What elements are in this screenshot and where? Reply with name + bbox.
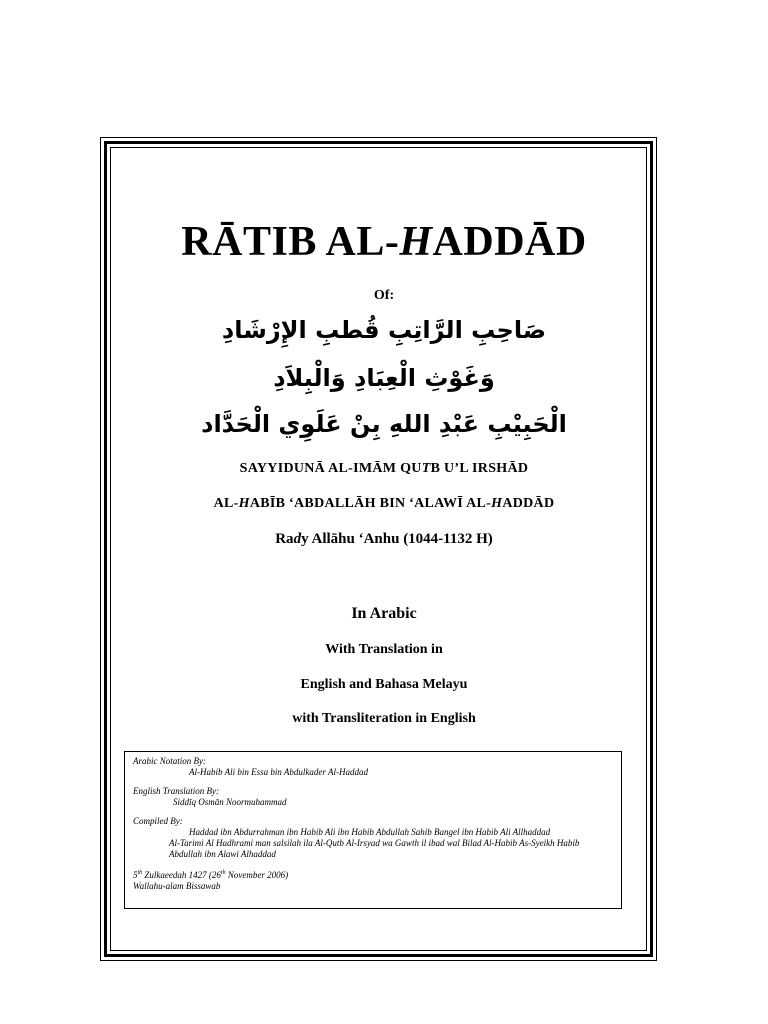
arabic-line-2: وَغَوْثِ الْعِبَادِ وَالْبِلاَدِ	[273, 364, 495, 392]
compiled-line-1: Haddad ibn Abdurrahman ibn Habib Ali ibn Habib Abdullah Sahib Bangel ibn Habib Ali Allhaddad	[189, 827, 551, 837]
languages-line: English and Bahasa Melayu	[300, 677, 468, 692]
closing-line: Wallahu-alam Bissawab	[133, 881, 221, 891]
credits-box	[124, 751, 622, 909]
date-line: 5th Zulkaeedah 1427 (26th November 2006)	[133, 870, 289, 880]
rady-line: Rady Allāhu ‘Anhu (1044-1132 H)	[275, 531, 493, 547]
habib-name-line: AL-HABĪB ‘ABDALLĀH BIN ‘ALAWĪ AL-HADDĀD	[213, 496, 555, 511]
compiled-line-2: Al-Tarimi Al Hadhrami man salsilah ila Al-Qutb Al-Irsyad wa Gawth il ibad wal Bilad Al-Habib As-Syeikh Habib Abdullah ibn Alawi Alhaddad	[169, 838, 580, 859]
arabic-notation-label: Arabic Notation By:	[133, 756, 206, 766]
arabic-line-1: صَاحِبِ الرَّاتِبِ قُطبِ الإِرْشَادِ	[221, 316, 547, 344]
with-translation-line: With Translation in	[325, 642, 443, 657]
arabic-line-3: الْحَبِيْبِ عَبْدِ اللهِ بِنْ عَلَوِي الْحَدَّاد	[201, 410, 567, 438]
of-label: Of:	[373, 288, 395, 303]
compiled-label: Compiled By:	[133, 816, 183, 826]
in-arabic-heading: In Arabic	[351, 605, 417, 622]
english-translation-name: Siddīq Osmān Noormuhammad	[173, 797, 287, 807]
document-title: RĀTIB AL-HADDĀD	[181, 219, 587, 265]
sayyiduna-line: SAYYIDUNĀ AL-IMĀM QUTB U’L IRSHĀD	[239, 461, 529, 476]
transliteration-line: with Transliteration in English	[292, 711, 476, 726]
english-translation-label: English Translation By:	[133, 786, 220, 796]
arabic-notation-name: Al-Habib Ali bin Essa bin Abdulkader Al-Haddad	[189, 767, 368, 777]
